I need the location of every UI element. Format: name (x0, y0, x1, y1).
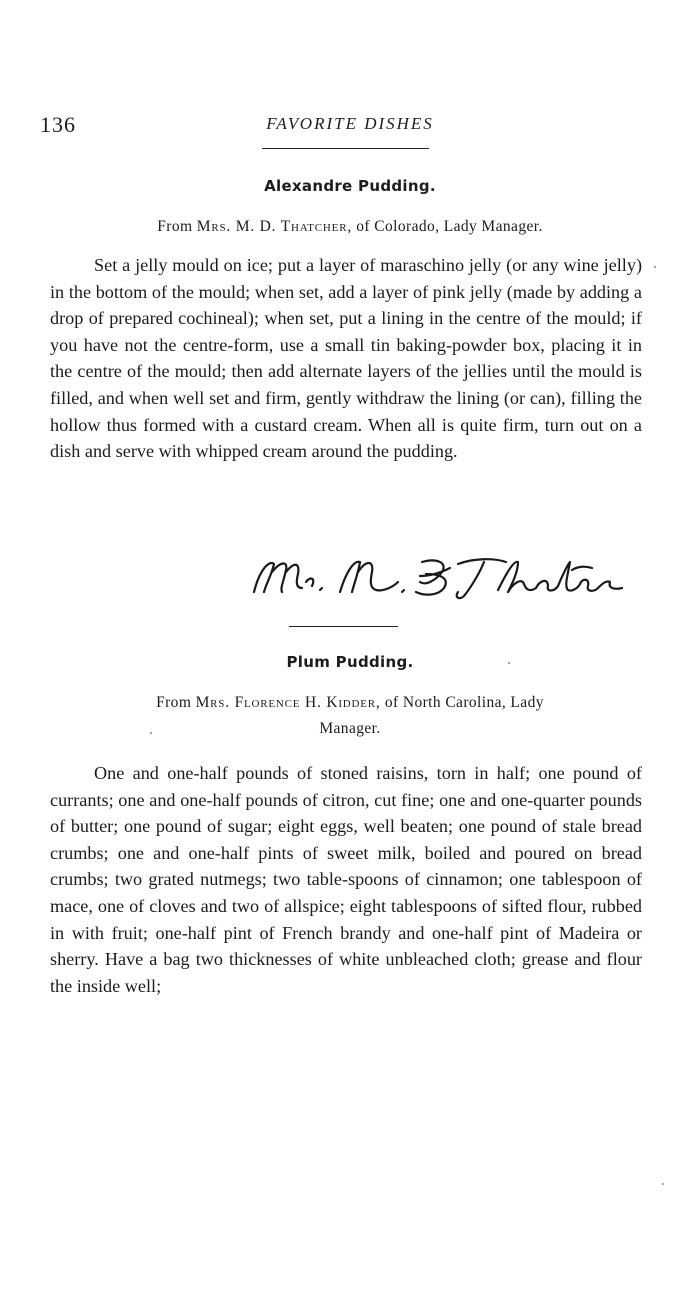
credit-prefix: From (156, 694, 192, 711)
print-speck (662, 1183, 664, 1185)
credit-name: Mrs. Florence H. Kidder, (195, 694, 381, 711)
header-rule (262, 148, 429, 149)
print-speck (150, 732, 152, 734)
credit-suffix-continued: Manager. (319, 720, 381, 737)
recipe-title: Plum Pudding. (286, 653, 414, 671)
recipe-credit (0, 690, 700, 742)
recipe-body: One and one-half pounds of stoned raisins, torn in half; one pound of currants; one and one-half pounds of citron, cut fine; one and one-quarter pounds of butter; one pound of sugar; eight eggs, well beaten; one pound of stale bread crumbs; one and one-half pints of sweet milk, boiled and poured on bread crumbs; two grated nutmegs; two table-spoons of cinnamon; one tablespoon of mace, one of cloves and two of allspice; eight tablespoons of sifted flour, rubbed in with fruit; one-half pint of French brandy and one-half pint of Madeira or sherry. Have a bag two thicknesses of white unbleached cloth; grease and flour the inside well; (50, 763, 642, 996)
signature-image (236, 548, 636, 608)
print-speck (508, 662, 510, 664)
credit-suffix: of North Carolina, Lady (384, 694, 544, 711)
recipe-credit (0, 214, 700, 240)
section-divider (289, 626, 398, 627)
recipe-title: Alexandre Pudding. (264, 177, 436, 195)
page-number: 136 (40, 112, 76, 137)
credit-name: Mrs. M. D. Thatcher, (196, 218, 352, 235)
recipe-body: Set a jelly mould on ice; put a layer of maraschino jelly (or any wine jelly) in the bottom of the mould; when set, add a layer of pink jelly (made by adding a drop of prepared cochineal); when set, put a lining in the centre of the mould; if you have not the centre-form, use a small tin baking-powder box, placing it in the centre of the mould; then add alternate layers of the jellies until the mould is filled, and when well set and firm, gently withdraw the lining (or can), filling the hollow thus formed with a custard cream. When all is quite firm, turn out on a dish and serve with whipped cream around the pudding. (50, 255, 642, 462)
credit-prefix: From (157, 218, 193, 235)
running-title: FAVORITE DISHES (266, 114, 434, 133)
print-speck (654, 266, 656, 268)
credit-suffix: of Colorado, Lady Manager. (356, 218, 543, 235)
